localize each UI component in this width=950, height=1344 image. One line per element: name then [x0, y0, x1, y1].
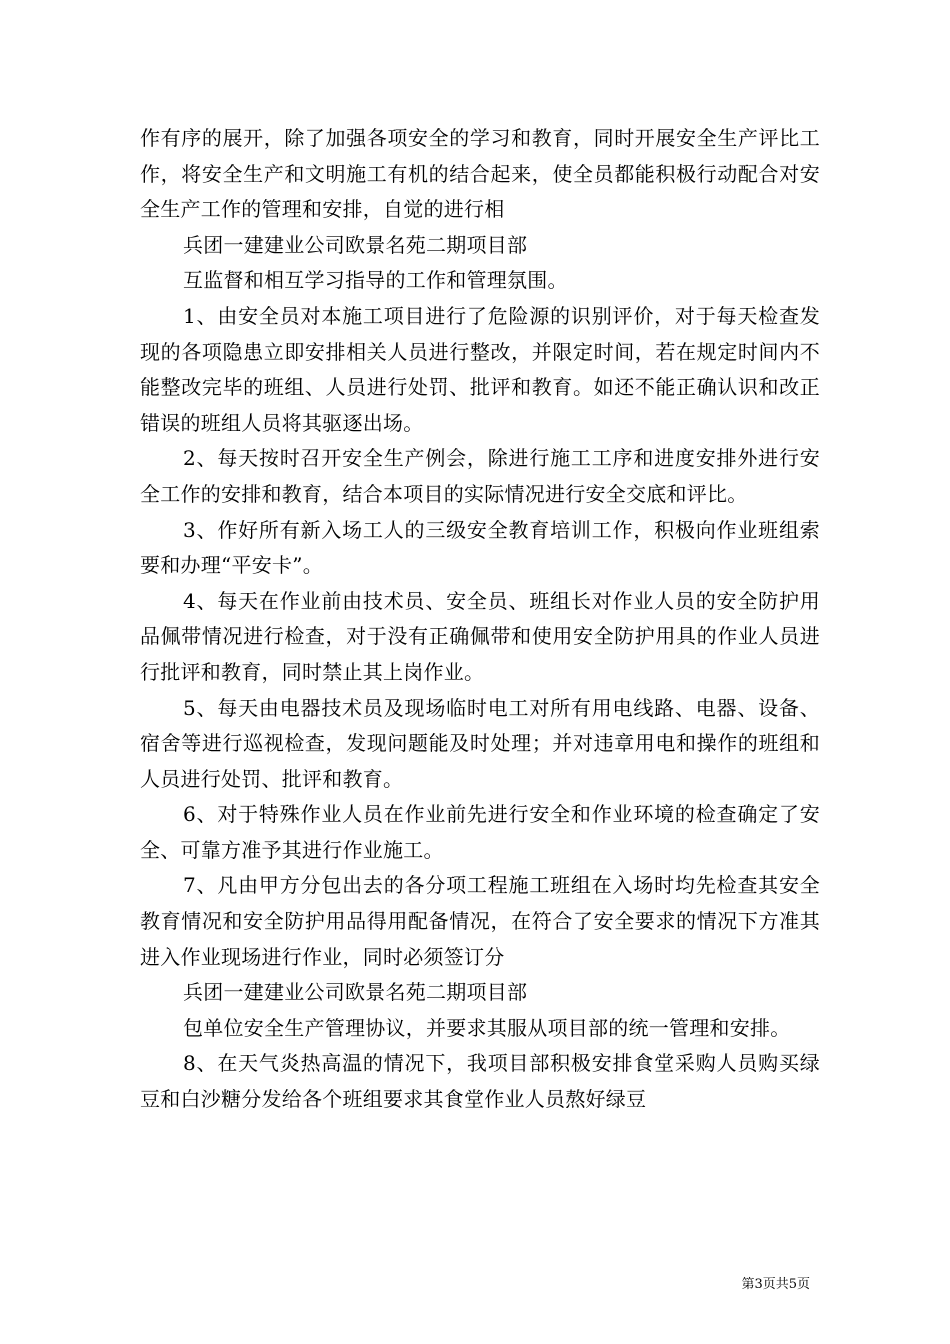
- paragraph-item-4: 4、每天在作业前由技术员、安全员、班组长对作业人员的安全防护用品佩带情况进行检查，对于没有正确佩带和使用安全防护用具的作业人员进行批评和教育，同时禁止其上岗作业。: [140, 588, 820, 684]
- paragraph-item-3: 3、作好所有新入场工人的三级安全教育培训工作，积极向作业班组索要和办理“平安卡”。: [140, 517, 820, 578]
- paragraph-item-5: 5、每天由电器技术员及现场临时电工对所有用电线路、电器、设备、宿舍等进行巡视检查，发现问题能及时处理；并对违章用电和操作的班组和人员进行处罚、批评和教育。: [140, 695, 820, 791]
- paragraph: 包单位安全生产管理协议，并要求其服从项目部的统一管理和安排。: [183, 1015, 791, 1040]
- paragraph-item-1: 1、由安全员对本施工项目进行了危险源的识别评价，对于每天检查发现的各项隐患立即安排相关人员进行整改，并限定时间，若在规定时间内不能整改完毕的班组、人员进行处罚、批评和教育。如还不能正确认识和改正错误的班组人员将其驱逐出场。: [140, 303, 820, 435]
- paragraph-item-7: 7、凡由甲方分包出去的各分项工程施工班组在入场时均先检查其安全教育情况和安全防护用品得用配备情况，在符合了安全要求的情况下方准其进入作业现场进行作业，同时必须签订分: [140, 873, 820, 969]
- paragraph-header-repeat: 兵团一建建业公司欧景名苑二期项目部: [183, 232, 528, 257]
- paragraph: 作有序的展开，除了加强各项安全的学习和教育，同时开展安全生产评比工作，将安全生产和文明施工有机的结合起来，使全员都能积极行动配合对安全生产工作的管理和安排，自觉的进行相: [140, 126, 820, 222]
- page-number-footer: 第3页共5页: [741, 1277, 810, 1292]
- paragraph-item-2: 2、每天按时召开安全生产例会，除进行施工工序和进度安排外进行安全工作的安排和教育，结合本项目的实际情况进行安全交底和评比。: [140, 446, 820, 506]
- document-body: [140, 121, 820, 1118]
- paragraph: 互监督和相互学习指导的工作和管理氛围。: [183, 268, 568, 293]
- paragraph-item-6: 6、对于特殊作业人员在作业前先进行安全和作业环境的检查确定了安全、可靠方准予其进行作业施工。: [140, 802, 820, 862]
- paragraph-header-repeat: 兵团一建建业公司欧景名苑二期项目部: [183, 980, 528, 1005]
- paragraph-item-8: 8、在天气炎热高温的情况下，我项目部积极安排食堂采购人员购买绿豆和白沙糖分发给各个班组要求其食堂作业人员熬好绿豆: [140, 1051, 820, 1112]
